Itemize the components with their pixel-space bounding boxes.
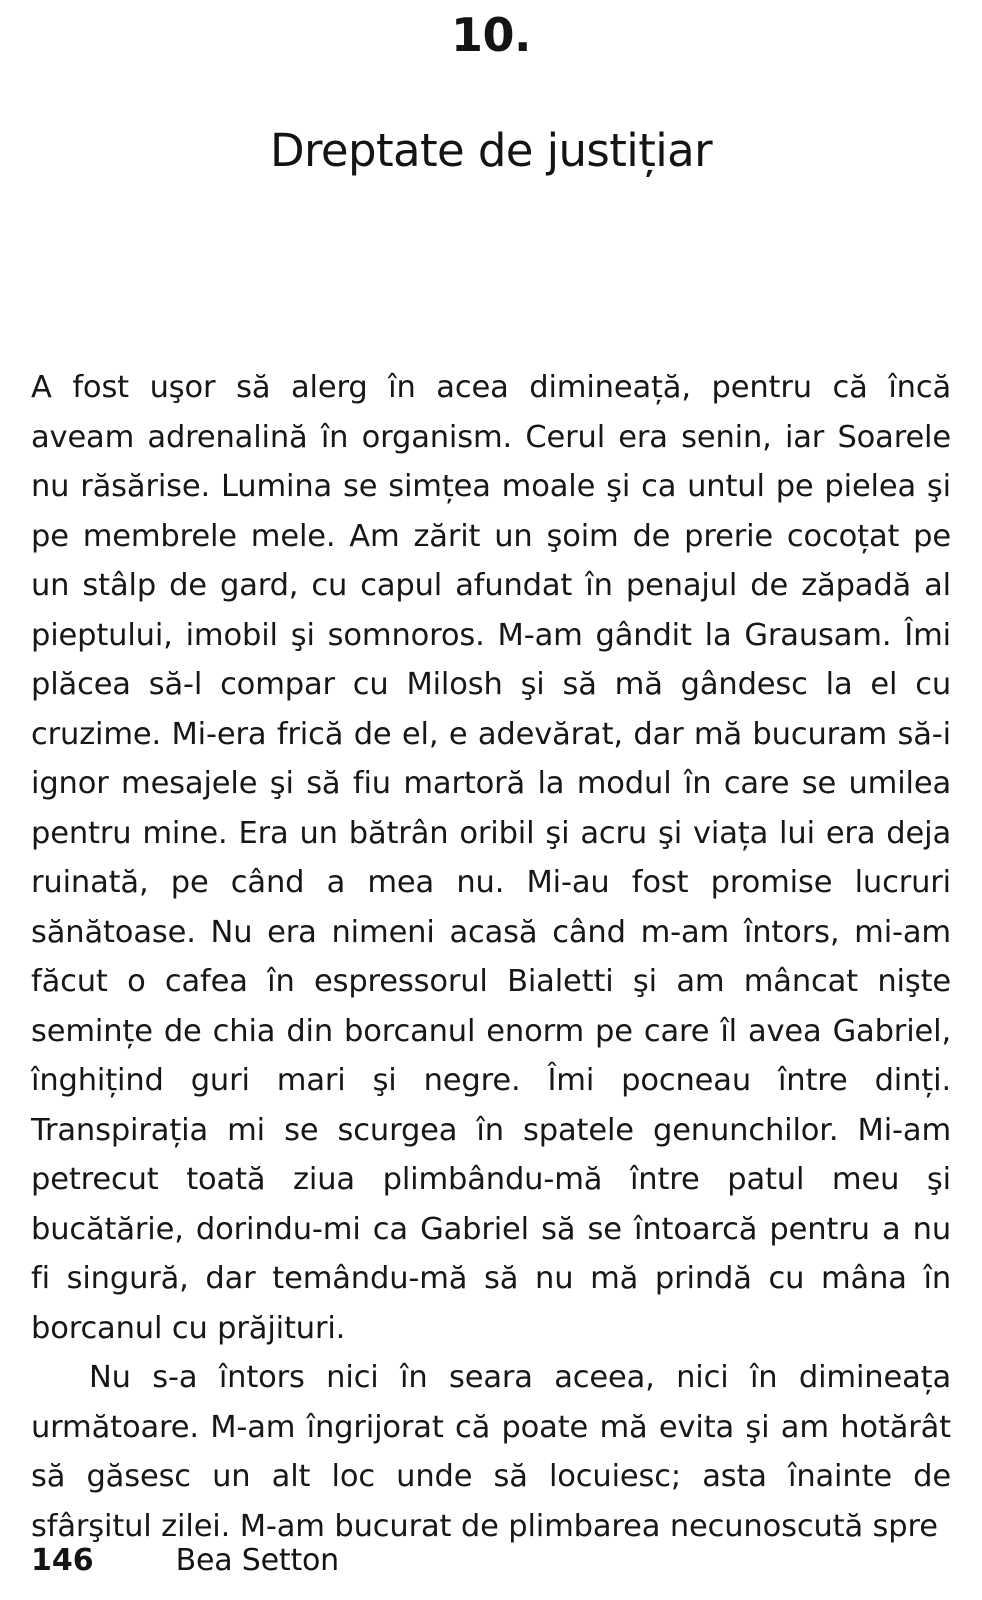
chapter-number: 10. <box>451 8 531 62</box>
body-text <box>0 177 982 1551</box>
running-head-author: Bea Setton <box>175 1543 339 1578</box>
paragraph: A fost uşor să alerg în acea dimineață, pentru că încă aveam adrenalină în organism. Cerul era senin, iar Soarele nu răsărise. Lumina se simțea moale şi ca untul pe pielea şi pe membrele mele. Am zărit un şoim de prerie cocoțat pe un stâlp de gard, cu capul afundat în penajul de zăpadă al pieptului, imobil şi somnoros. M-am gândit la Grausam. Îmi plăcea să-l compar cu Milosh şi să mă gândesc la el cu cruzime. Mi-era frică de el, e adevărat, dar mă bucuram să-i ignor mesajele şi să fiu martoră la modul în care se umilea pentru mine. Era un bătrân oribil şi acru şi viața lui era deja ruinată, pe când a mea nu. Mi-au fost promise lucruri sănătoase. Nu era nimeni acasă când m-am întors, mi-am făcut o cafea în espressorul Bialetti şi am mâncat nişte semințe de chia din borcanul enorm pe care îl avea Gabriel, înghițind guri mari şi negre. Îmi pocneau între dinți. Transpirația mi se scurgea în spatele genunchilor. Mi-am petrecut toată ziua plimbându-mă între patul meu şi bucătărie, dorindu-mi ca Gabriel să se întoarcă pentru a nu fi singură, dar temându-mă să nu mă prindă cu mâna în borcanul cu prăjituri. <box>31 370 951 1346</box>
paragraph: Nu s-a întors nici în seara aceea, nici în dimineața următoare. M-am îngrijorat că poate mă evita şi am hotărât să găsesc un alt loc unde să locuiesc; asta înainte de sfârşitul zilei. M-am bucurat de plimbarea necunoscută spre <box>31 1360 951 1544</box>
page-number: 146 <box>31 1543 94 1578</box>
chapter-title: Dreptate de justițiar <box>269 124 713 177</box>
page-footer <box>0 1543 982 1578</box>
